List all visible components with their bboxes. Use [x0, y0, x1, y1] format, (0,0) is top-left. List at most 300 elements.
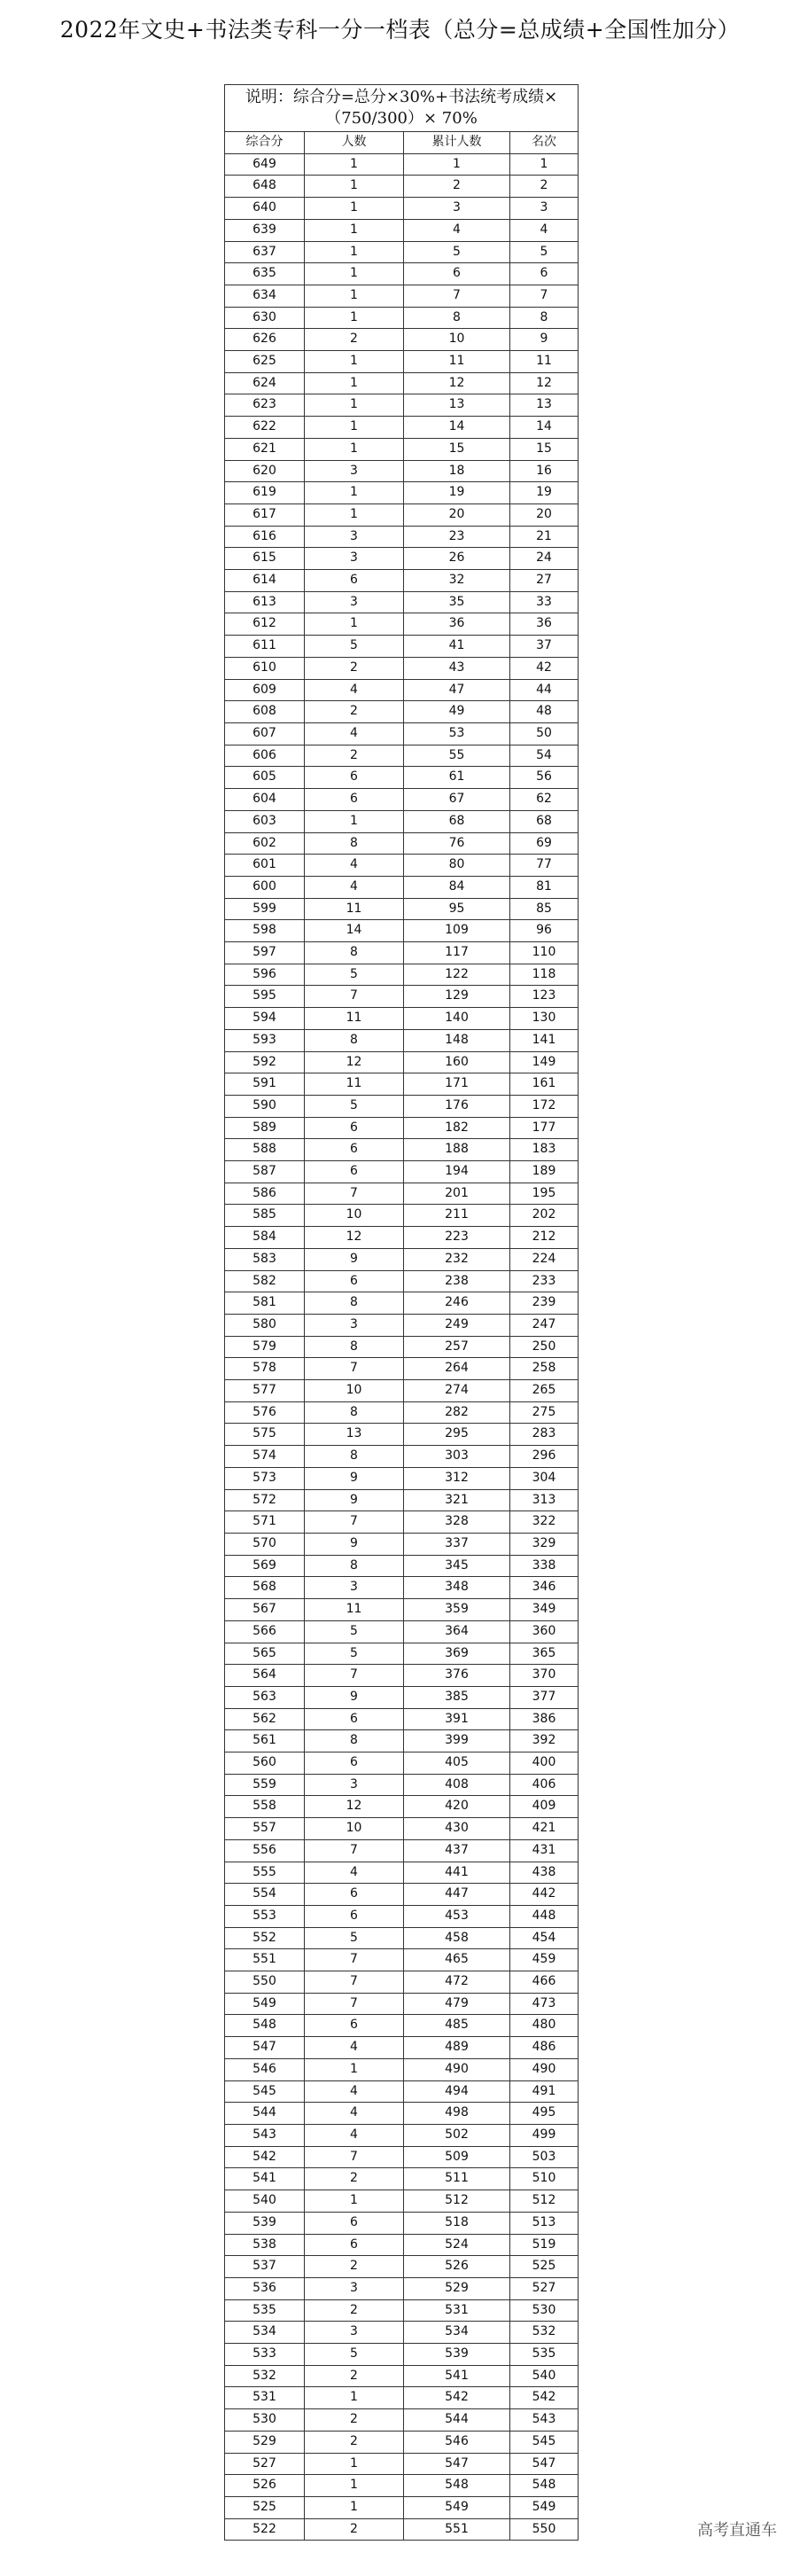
- table-row: [225, 2518, 579, 2541]
- cell-score: 534: [225, 2322, 305, 2344]
- table-row: [225, 2277, 579, 2299]
- table-row: [225, 1467, 579, 1489]
- table-row: [225, 1665, 579, 1687]
- cell-count: 2: [305, 701, 404, 723]
- cell-count: 7: [305, 1971, 404, 1994]
- cell-rank: 338: [510, 1555, 579, 1577]
- cell-score: 587: [225, 1161, 305, 1183]
- table-row: [225, 1818, 579, 1840]
- cell-cumulative: 549: [404, 2496, 510, 2518]
- cell-score: 639: [225, 219, 305, 241]
- column-header-cumulative: 累计人数: [404, 132, 510, 154]
- score-table: [224, 84, 579, 2541]
- cell-score: 584: [225, 1227, 305, 1249]
- cell-count: 9: [305, 1248, 404, 1270]
- cell-score: 537: [225, 2256, 305, 2278]
- cell-count: 6: [305, 2234, 404, 2256]
- cell-rank: 503: [510, 2146, 579, 2168]
- cell-rank: 27: [510, 570, 579, 592]
- cell-count: 10: [305, 1205, 404, 1227]
- cell-score: 635: [225, 263, 305, 285]
- cell-cumulative: 238: [404, 1270, 510, 1292]
- score-table-container: [224, 84, 578, 2541]
- cell-count: 4: [305, 2037, 404, 2059]
- cell-rank: 550: [510, 2518, 579, 2541]
- cell-score: 559: [225, 1774, 305, 1796]
- table-row: [225, 898, 579, 920]
- cell-rank: 545: [510, 2431, 579, 2453]
- cell-score: 529: [225, 2431, 305, 2453]
- table-row: [225, 1839, 579, 1862]
- cell-rank: 421: [510, 1818, 579, 1840]
- cell-count: 12: [305, 1796, 404, 1818]
- cell-score: 525: [225, 2496, 305, 2518]
- cell-score: 527: [225, 2453, 305, 2475]
- cell-rank: 81: [510, 876, 579, 898]
- cell-cumulative: 68: [404, 810, 510, 832]
- cell-count: 13: [305, 1424, 404, 1446]
- cell-rank: 400: [510, 1752, 579, 1775]
- cell-count: 5: [305, 2344, 404, 2366]
- cell-score: 622: [225, 417, 305, 439]
- table-row: [225, 2409, 579, 2432]
- cell-score: 624: [225, 372, 305, 394]
- cell-score: 553: [225, 1905, 305, 1927]
- cell-cumulative: 249: [404, 1314, 510, 1336]
- cell-score: 548: [225, 2015, 305, 2037]
- table-row: [225, 1555, 579, 1577]
- cell-count: 1: [305, 351, 404, 373]
- table-row: [225, 329, 579, 351]
- cell-rank: 7: [510, 285, 579, 307]
- cell-score: 598: [225, 920, 305, 942]
- cell-rank: 21: [510, 526, 579, 548]
- table-row: [225, 526, 579, 548]
- cell-rank: 466: [510, 1971, 579, 1994]
- table-row: [225, 1248, 579, 1270]
- cell-rank: 329: [510, 1534, 579, 1556]
- cell-cumulative: 502: [404, 2124, 510, 2146]
- cell-count: 1: [305, 219, 404, 241]
- cell-rank: 346: [510, 1577, 579, 1599]
- cell-cumulative: 18: [404, 460, 510, 482]
- cell-score: 602: [225, 832, 305, 855]
- cell-rank: 459: [510, 1949, 579, 1971]
- table-row: [225, 722, 579, 745]
- cell-rank: 448: [510, 1905, 579, 1927]
- cell-score: 614: [225, 570, 305, 592]
- table-row: [225, 1161, 579, 1183]
- cell-rank: 54: [510, 745, 579, 767]
- cell-count: 8: [305, 1401, 404, 1424]
- column-header-count: 人数: [305, 132, 404, 154]
- cell-rank: 548: [510, 2475, 579, 2497]
- cell-rank: 24: [510, 548, 579, 570]
- cell-rank: 349: [510, 1599, 579, 1621]
- cell-rank: 183: [510, 1139, 579, 1161]
- cell-cumulative: 369: [404, 1643, 510, 1665]
- table-row: [225, 1599, 579, 1621]
- cell-cumulative: 117: [404, 942, 510, 964]
- table-row: [225, 1401, 579, 1424]
- table-row: [225, 1884, 579, 1906]
- cell-cumulative: 49: [404, 701, 510, 723]
- table-row: [225, 438, 579, 460]
- cell-score: 538: [225, 2234, 305, 2256]
- cell-rank: 247: [510, 1314, 579, 1336]
- cell-count: 1: [305, 2496, 404, 2518]
- table-row: [225, 2146, 579, 2168]
- cell-cumulative: 524: [404, 2234, 510, 2256]
- cell-rank: 549: [510, 2496, 579, 2518]
- cell-score: 588: [225, 1139, 305, 1161]
- cell-rank: 68: [510, 810, 579, 832]
- cell-cumulative: 61: [404, 767, 510, 789]
- cell-rank: 239: [510, 1292, 579, 1315]
- cell-count: 1: [305, 2475, 404, 2497]
- table-row: [225, 1905, 579, 1927]
- table-row: [225, 1708, 579, 1730]
- table-row: [225, 2058, 579, 2080]
- cell-score: 595: [225, 986, 305, 1008]
- cell-score: 605: [225, 767, 305, 789]
- cell-count: 2: [305, 329, 404, 351]
- cell-count: 1: [305, 394, 404, 417]
- cell-rank: 499: [510, 2124, 579, 2146]
- cell-cumulative: 534: [404, 2322, 510, 2344]
- table-row: [225, 285, 579, 307]
- table-row: [225, 657, 579, 679]
- cell-count: 11: [305, 1599, 404, 1621]
- cell-rank: 149: [510, 1051, 579, 1073]
- table-row: [225, 2387, 579, 2409]
- cell-rank: 283: [510, 1424, 579, 1446]
- cell-score: 574: [225, 1446, 305, 1468]
- cell-count: 8: [305, 1446, 404, 1468]
- table-row: [225, 548, 579, 570]
- cell-cumulative: 512: [404, 2190, 510, 2213]
- cell-count: 2: [305, 2256, 404, 2278]
- cell-score: 585: [225, 1205, 305, 1227]
- cell-rank: 20: [510, 503, 579, 526]
- cell-score: 576: [225, 1401, 305, 1424]
- page-title: 2022年文史+书法类专科一分一档表（总分=总成绩+全国性加分）: [59, 17, 741, 43]
- cell-cumulative: 405: [404, 1752, 510, 1775]
- cell-score: 563: [225, 1686, 305, 1708]
- table-row: [225, 1292, 579, 1315]
- cell-rank: 386: [510, 1708, 579, 1730]
- cell-rank: 12: [510, 372, 579, 394]
- cell-score: 581: [225, 1292, 305, 1315]
- cell-rank: 322: [510, 1511, 579, 1534]
- cell-rank: 540: [510, 2365, 579, 2387]
- cell-cumulative: 194: [404, 1161, 510, 1183]
- cell-rank: 491: [510, 2080, 579, 2103]
- table-row: [225, 1029, 579, 1051]
- cell-rank: 409: [510, 1796, 579, 1818]
- cell-rank: 527: [510, 2277, 579, 2299]
- table-row: [225, 1051, 579, 1073]
- cell-score: 544: [225, 2103, 305, 2125]
- cell-rank: 313: [510, 1489, 579, 1511]
- cell-rank: 177: [510, 1117, 579, 1139]
- cell-cumulative: 129: [404, 986, 510, 1008]
- cell-cumulative: 509: [404, 2146, 510, 2168]
- cell-rank: 2: [510, 176, 579, 198]
- table-row: [225, 1008, 579, 1030]
- cell-count: 2: [305, 745, 404, 767]
- cell-score: 600: [225, 876, 305, 898]
- table-row: [225, 1073, 579, 1096]
- cell-score: 550: [225, 1971, 305, 1994]
- cell-score: 554: [225, 1884, 305, 1906]
- table-row: [225, 2037, 579, 2059]
- cell-score: 617: [225, 503, 305, 526]
- cell-count: 1: [305, 613, 404, 636]
- cell-count: 12: [305, 1227, 404, 1249]
- cell-cumulative: 35: [404, 591, 510, 613]
- cell-rank: 212: [510, 1227, 579, 1249]
- cell-score: 562: [225, 1708, 305, 1730]
- cell-count: 6: [305, 2015, 404, 2037]
- table-row: [225, 503, 579, 526]
- cell-score: 530: [225, 2409, 305, 2432]
- cell-cumulative: 385: [404, 1686, 510, 1708]
- cell-count: 1: [305, 503, 404, 526]
- cell-score: 610: [225, 657, 305, 679]
- cell-cumulative: 337: [404, 1534, 510, 1556]
- cell-rank: 547: [510, 2453, 579, 2475]
- cell-score: 571: [225, 1511, 305, 1534]
- table-row: [225, 1796, 579, 1818]
- cell-count: 7: [305, 1511, 404, 1534]
- cell-cumulative: 41: [404, 636, 510, 658]
- cell-count: 3: [305, 1314, 404, 1336]
- cell-count: 6: [305, 789, 404, 811]
- cell-count: 11: [305, 1073, 404, 1096]
- cell-cumulative: 23: [404, 526, 510, 548]
- cell-rank: 77: [510, 855, 579, 877]
- cell-count: 6: [305, 1884, 404, 1906]
- cell-score: 575: [225, 1424, 305, 1446]
- cell-cumulative: 20: [404, 503, 510, 526]
- table-row: [225, 417, 579, 439]
- cell-cumulative: 295: [404, 1424, 510, 1446]
- cell-count: 8: [305, 1555, 404, 1577]
- cell-rank: 360: [510, 1620, 579, 1643]
- cell-count: 7: [305, 1358, 404, 1380]
- cell-score: 570: [225, 1534, 305, 1556]
- cell-rank: 4: [510, 219, 579, 241]
- table-row: [225, 1511, 579, 1534]
- table-row: [225, 1686, 579, 1708]
- cell-score: 535: [225, 2299, 305, 2322]
- cell-rank: 36: [510, 613, 579, 636]
- cell-count: 4: [305, 2103, 404, 2125]
- cell-score: 564: [225, 1665, 305, 1687]
- cell-cumulative: 211: [404, 1205, 510, 1227]
- cell-rank: 141: [510, 1029, 579, 1051]
- cell-score: 567: [225, 1599, 305, 1621]
- table-row: [225, 1971, 579, 1994]
- cell-score: 556: [225, 1839, 305, 1862]
- cell-count: 7: [305, 986, 404, 1008]
- cell-score: 573: [225, 1467, 305, 1489]
- cell-rank: 118: [510, 964, 579, 986]
- cell-cumulative: 3: [404, 198, 510, 220]
- cell-rank: 172: [510, 1095, 579, 1117]
- table-row: [225, 1183, 579, 1205]
- cell-cumulative: 160: [404, 1051, 510, 1073]
- cell-cumulative: 122: [404, 964, 510, 986]
- cell-rank: 519: [510, 2234, 579, 2256]
- cell-score: 561: [225, 1730, 305, 1752]
- cell-rank: 8: [510, 307, 579, 329]
- cell-score: 601: [225, 855, 305, 877]
- cell-count: 9: [305, 1489, 404, 1511]
- cell-count: 1: [305, 810, 404, 832]
- cell-score: 578: [225, 1358, 305, 1380]
- cell-count: 8: [305, 1029, 404, 1051]
- cell-cumulative: 67: [404, 789, 510, 811]
- cell-count: 3: [305, 2322, 404, 2344]
- cell-rank: 130: [510, 1008, 579, 1030]
- cell-cumulative: 76: [404, 832, 510, 855]
- cell-score: 596: [225, 964, 305, 986]
- cell-rank: 406: [510, 1774, 579, 1796]
- cell-rank: 5: [510, 241, 579, 263]
- cell-score: 609: [225, 679, 305, 701]
- cell-score: 637: [225, 241, 305, 263]
- cell-score: 589: [225, 1117, 305, 1139]
- cell-rank: 486: [510, 2037, 579, 2059]
- cell-cumulative: 376: [404, 1665, 510, 1687]
- cell-rank: 14: [510, 417, 579, 439]
- cell-count: 3: [305, 1774, 404, 1796]
- table-row: [225, 1862, 579, 1884]
- cell-cumulative: 437: [404, 1839, 510, 1862]
- cell-cumulative: 312: [404, 1467, 510, 1489]
- cell-count: 2: [305, 2431, 404, 2453]
- table-row: [225, 2256, 579, 2278]
- cell-score: 612: [225, 613, 305, 636]
- table-row: [225, 1314, 579, 1336]
- cell-cumulative: 511: [404, 2168, 510, 2190]
- cell-rank: 275: [510, 1401, 579, 1424]
- cell-count: 6: [305, 1905, 404, 1927]
- cell-count: 1: [305, 372, 404, 394]
- cell-cumulative: 546: [404, 2431, 510, 2453]
- cell-score: 531: [225, 2387, 305, 2409]
- cell-cumulative: 264: [404, 1358, 510, 1380]
- cell-rank: 37: [510, 636, 579, 658]
- cell-cumulative: 8: [404, 307, 510, 329]
- table-row: [225, 1949, 579, 1971]
- table-row: [225, 2299, 579, 2322]
- table-row: [225, 2168, 579, 2190]
- cell-count: 12: [305, 1051, 404, 1073]
- cell-count: 8: [305, 832, 404, 855]
- cell-count: 7: [305, 1993, 404, 2015]
- cell-count: 6: [305, 767, 404, 789]
- cell-count: 7: [305, 1183, 404, 1205]
- cell-count: 7: [305, 1839, 404, 1862]
- cell-score: 597: [225, 942, 305, 964]
- table-row: [225, 1489, 579, 1511]
- cell-count: 3: [305, 591, 404, 613]
- cell-count: 1: [305, 263, 404, 285]
- cell-cumulative: 479: [404, 1993, 510, 2015]
- cell-rank: 377: [510, 1686, 579, 1708]
- table-row: [225, 767, 579, 789]
- cell-score: 546: [225, 2058, 305, 2080]
- cell-cumulative: 148: [404, 1029, 510, 1051]
- cell-count: 1: [305, 153, 404, 176]
- table-row: [225, 1730, 579, 1752]
- cell-rank: 480: [510, 2015, 579, 2037]
- cell-rank: 13: [510, 394, 579, 417]
- cell-count: 5: [305, 636, 404, 658]
- header-row: [225, 132, 579, 154]
- cell-count: 14: [305, 920, 404, 942]
- cell-score: 649: [225, 153, 305, 176]
- cell-rank: 454: [510, 1927, 579, 1949]
- cell-rank: 296: [510, 1446, 579, 1468]
- cell-score: 594: [225, 1008, 305, 1030]
- cell-count: 7: [305, 1949, 404, 1971]
- cell-score: 630: [225, 307, 305, 329]
- cell-count: 4: [305, 722, 404, 745]
- table-row: [225, 1577, 579, 1599]
- table-row: [225, 1643, 579, 1665]
- cell-score: 593: [225, 1029, 305, 1051]
- table-row: [225, 832, 579, 855]
- cell-rank: 161: [510, 1073, 579, 1096]
- cell-rank: 15: [510, 438, 579, 460]
- table-row: [225, 1774, 579, 1796]
- table-row: [225, 2475, 579, 2497]
- cell-cumulative: 13: [404, 394, 510, 417]
- table-row: [225, 482, 579, 504]
- cell-rank: 512: [510, 2190, 579, 2213]
- table-row: [225, 1117, 579, 1139]
- cell-cumulative: 489: [404, 2037, 510, 2059]
- cell-count: 2: [305, 2409, 404, 2432]
- cell-count: 1: [305, 482, 404, 504]
- table-row: [225, 2190, 579, 2213]
- cell-count: 3: [305, 548, 404, 570]
- cell-count: 6: [305, 1117, 404, 1139]
- cell-score: 603: [225, 810, 305, 832]
- cell-count: 2: [305, 2299, 404, 2322]
- cell-count: 11: [305, 1008, 404, 1030]
- cell-cumulative: 542: [404, 2387, 510, 2409]
- table-row: [225, 1336, 579, 1358]
- cell-score: 539: [225, 2212, 305, 2234]
- cell-score: 558: [225, 1796, 305, 1818]
- cell-count: 3: [305, 2277, 404, 2299]
- cell-count: 9: [305, 1534, 404, 1556]
- table-row: [225, 964, 579, 986]
- cell-count: 8: [305, 942, 404, 964]
- cell-count: 3: [305, 526, 404, 548]
- cell-cumulative: 140: [404, 1008, 510, 1030]
- cell-rank: 96: [510, 920, 579, 942]
- cell-score: 555: [225, 1862, 305, 1884]
- cell-cumulative: 348: [404, 1577, 510, 1599]
- cell-rank: 110: [510, 942, 579, 964]
- cell-count: 2: [305, 657, 404, 679]
